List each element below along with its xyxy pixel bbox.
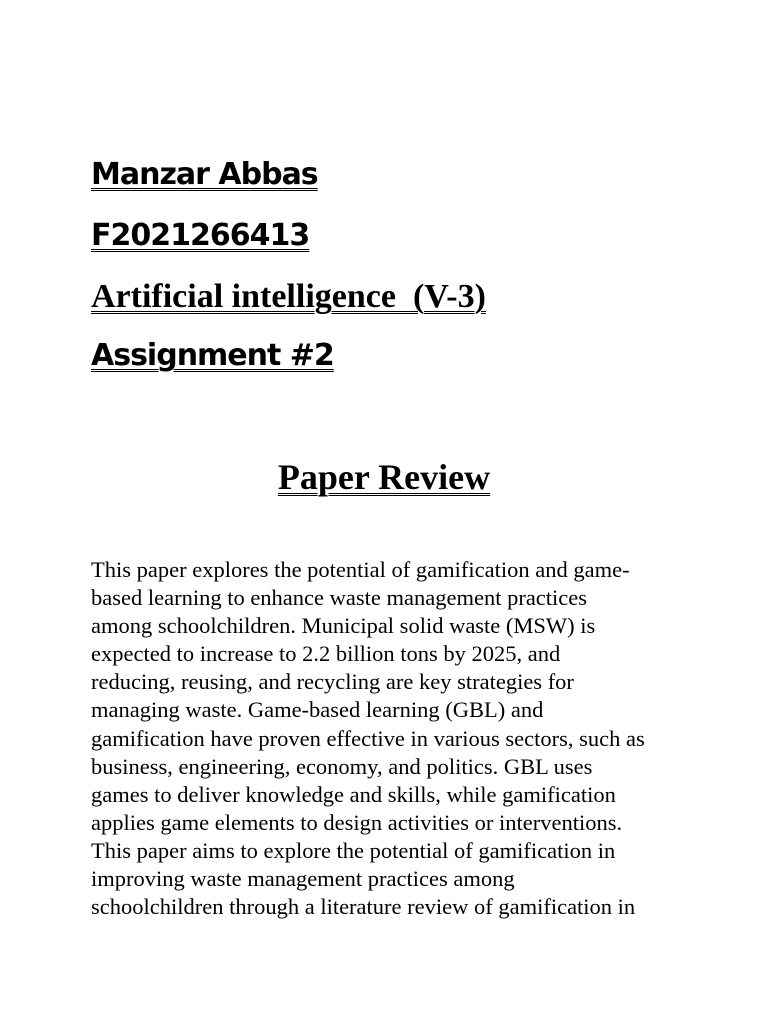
- body-line: based learning to enhance waste management practices: [91, 585, 588, 611]
- body-line: reducing, reusing, and recycling are key strategies for: [91, 669, 574, 695]
- body-line: among schoolchildren. Municipal solid waste (MSW) is: [91, 613, 596, 639]
- body-line: expected to increase to 2.2 billion tons by 2025, and: [91, 641, 561, 667]
- body-line: applies game elements to design activities or interventions.: [91, 809, 623, 835]
- body-line: schoolchildren through a literature review of gamification in: [91, 894, 636, 920]
- body-line: This paper aims to explore the potential of gamification in: [91, 837, 616, 863]
- body-paragraph: [91, 556, 645, 921]
- body-line: business, engineering, economy, and politics. GBL uses: [91, 753, 593, 779]
- assignment-label: Assignment #2: [91, 338, 334, 373]
- author-name: Manzar Abbas: [91, 157, 318, 192]
- student-id: F2021266413: [91, 218, 310, 253]
- document-title: Paper Review: [277, 457, 491, 497]
- course-title: Artificial intelligence (V-3): [91, 278, 486, 315]
- body-line: games to deliver knowledge and skills, while gamification: [91, 781, 616, 807]
- body-line: This paper explores the potential of gamification and game-: [91, 557, 630, 582]
- body-line: gamification have proven effective in various sectors, such as: [91, 725, 645, 751]
- body-line: managing waste. Game-based learning (GBL) and: [91, 697, 544, 723]
- body-line: improving waste management practices among: [91, 866, 515, 892]
